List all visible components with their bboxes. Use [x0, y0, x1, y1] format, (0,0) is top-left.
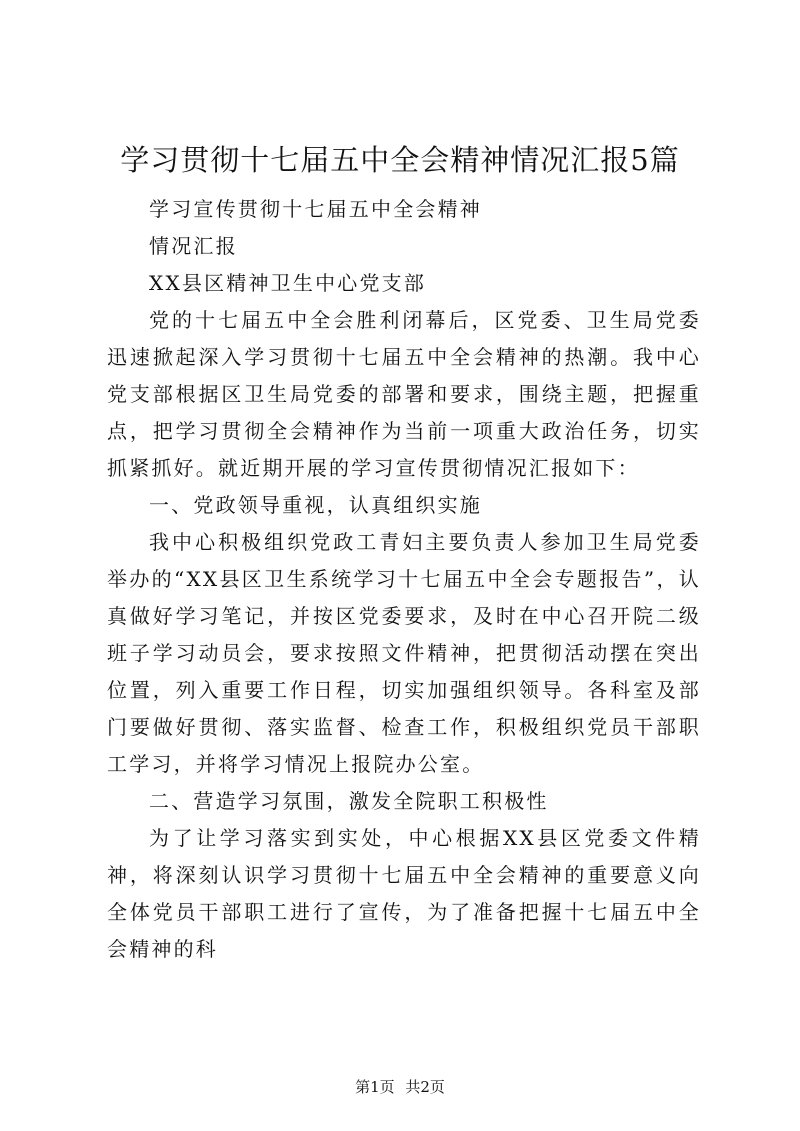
subtitle-line-2: 情况汇报 [149, 234, 238, 258]
section-heading: 一、党政领导重视，认真组织实施 [149, 493, 482, 517]
body-paragraph: 党的十七届五中全会胜利闭幕后，区党委、卫生局党委迅速掀起深入学习贯彻十七届五中全会精神的热潮。我中心党支部根据区卫生局党委的部署和要求，围绕主题，把握重点，把学习贯彻全会精神作为当前一项重大政治任务，切实抓紧抓好。就近期开展的学习宣传贯彻情况汇报如下： [107, 308, 701, 480]
page-footer [0, 1077, 800, 1097]
document-title: 学习贯彻十七届五中全会精神情况汇报5篇 [120, 143, 680, 177]
section-heading: 二、营造学习氛围，激发全院职工积极性 [149, 789, 549, 813]
page-total: 共2页 [405, 1078, 445, 1096]
document-body [107, 191, 701, 968]
author-line: XX县区精神卫生中心党支部 [149, 271, 427, 295]
body-paragraph: 为了让学习落实到实处，中心根据XX县区党委文件精神，将深刻认识学习贯彻十七届五中全会精神的重要意义向全体党员干部职工进行了宣传，为了准备把握十七届五中全会精神的科 [107, 826, 701, 961]
body-paragraph: 我中心积极组织党政工青妇主要负责人参加卫生局党委举办的“XX县区卫生系统学习十七届五中全会专题报告”，认真做好学习笔记，并按区党委要求，及时在中心召开院二级班子学习动员会，要求按照文件精神，把贯彻活动摆在突出位置，列入重要工作日程，切实加强组织领导。各科室及部门要做好贯彻、落实监督、检查工作，积极组织党员干部职工学习，并将学习情况上报院办公室。 [107, 530, 701, 776]
subtitle-line-1: 学习宣传贯彻十七届五中全会精神 [149, 197, 482, 221]
page-number: 第1页 [355, 1078, 395, 1096]
